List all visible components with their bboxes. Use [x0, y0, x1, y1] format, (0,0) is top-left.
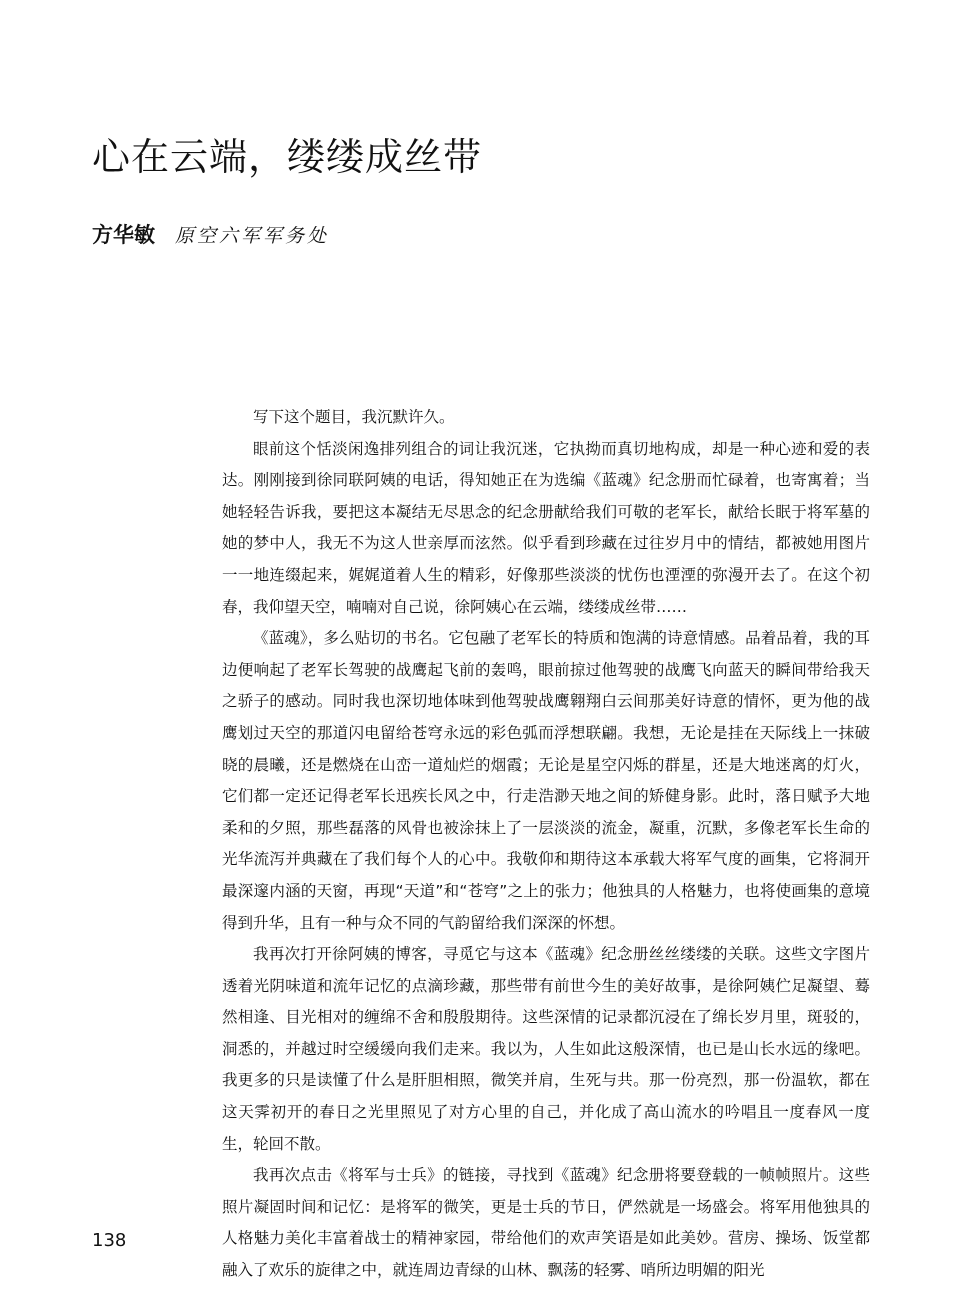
author-affiliation: 原空六军军务处 [175, 225, 330, 247]
byline [92, 218, 329, 252]
body-paragraph: 我再次打开徐阿姨的博客，寻觅它与这本《蓝魂》纪念册丝丝缕缕的关联。这些文字图片透着光阴味道和流年记忆的点滴珍藏，那些带有前世今生的美好故事，是徐阿姨伫足凝望、蓦然相逢、目光相对的缠绵不舍和殷殷期待。这些深情的记录都沉浸在了绵长岁月里，斑驳的，洞悉的，并越过时空缓缓向我们走来。我以为，人生如此这般深情，也已是山长水远的缘吧。我更多的只是读懂了什么是肝胆相照，微笑并肩，生死与共。那一份亮烈，那一份温软，都在这天霁初开的春日之光里照见了对方心里的自己，并化成了高山流水的吟唱且一度春风一度生，轮回不散。 [222, 945, 870, 1153]
page-number: 138 [92, 1230, 127, 1251]
body-paragraph: 我再次点击《将军与士兵》的链接，寻找到《蓝魂》纪念册将要登载的一帧帧照片。这些照片凝固时间和记忆：是将军的微笑，更是士兵的节日，俨然就是一场盛会。将军用他独具的人格魅力美化丰富着战士的精神家园，带给他们的欢声笑语是如此美妙。营房、操场、饭堂都融入了欢乐的旋律之中，就连周边青绿的山林、飘荡的轻雾、哨所边明媚的阳光 [222, 1166, 870, 1280]
body-paragraph: 写下这个题目，我沉默许久。 [253, 408, 455, 426]
article-title: 心在云端，缕缕成丝带 [92, 135, 483, 179]
body-paragraph: 《蓝魂》，多么贴切的书名。它包融了老军长的特质和饱满的诗意情感。品着品着，我的耳边便响起了老军长驾驶的战鹰起飞前的轰鸣，眼前掠过他驾驶的战鹰飞向蓝天的瞬间带给我天之骄子的感动。同时我也深切地体味到他驾驶战鹰翱翔白云间那美好诗意的情怀，更为他的战鹰划过天空的那道闪电留给苍穹永远的彩色弧而浮想联翩。我想，无论是挂在天际线上一抹破晓的晨曦，还是燃烧在山峦一道灿烂的烟霞；无论是星空闪烁的群星，还是大地迷离的灯火，它们都一定还记得老军长迅疾长风之中，行走浩渺天地之间的矫健身影。此时，落日赋予大地柔和的夕照，那些磊落的风骨也被涂抹上了一层淡淡的流金，凝重，沉默，多像老军长生命的光华流泻并典藏在了我们每个人的心中。我敬仰和期待这本承载大将军气度的画集，它将洞开最深邃内涵的天窗，再现“天道”和“苍穹”之上的张力；他独具的人格魅力，也将使画集的意境得到升华，且有一种与众不同的气韵留给我们深深的怀想。 [222, 629, 870, 932]
body-paragraph: 眼前这个恬淡闲逸排列组合的词让我沉迷，它执拗而真切地构成，却是一种心迹和爱的表达。刚刚接到徐同联阿姨的电话，得知她正在为选编《蓝魂》纪念册而忙碌着，也寄寓着；当她轻轻告诉我，要把这本凝结无尽思念的纪念册献给我们可敬的老军长，献给长眠于将军墓的她的梦中人，我无不为这人世亲厚而泫然。似乎看到珍藏在过往岁月中的情结，都被她用图片一一地连缀起来，娓娓道着人生的精彩，好像那些淡淡的忧伤也湮湮的弥漫开去了。在这个初春，我仰望天空，喃喃对自己说，徐阿姨心在云端，缕缕成丝带…… [222, 439, 870, 616]
author-name: 方华敏 [92, 223, 155, 247]
article-body [222, 402, 870, 1287]
